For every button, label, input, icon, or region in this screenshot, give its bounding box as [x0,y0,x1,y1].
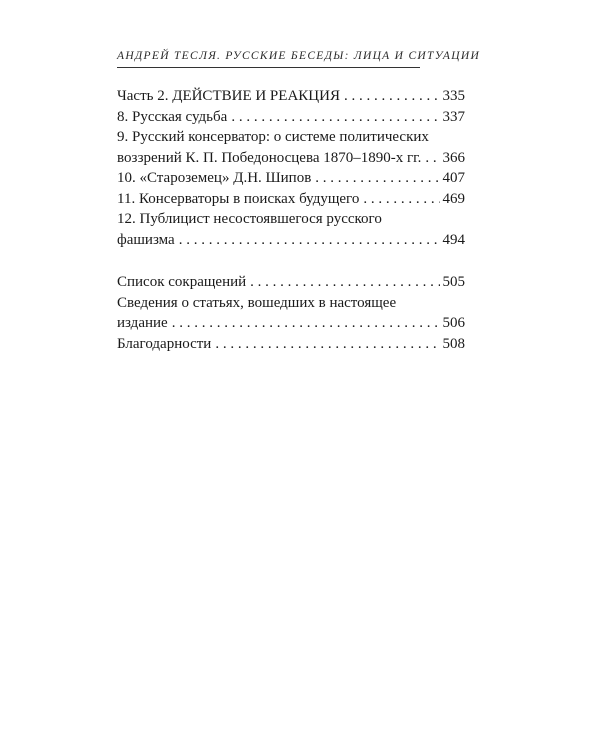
toc-entry-page: 366 [442,149,465,166]
dot-leader [172,313,440,334]
toc-entry-9-line-1: 9. Русский консерватор: о системе политических [117,129,429,145]
dot-leader [179,230,440,251]
toc-entry-acknowledgements [117,334,465,355]
toc-entry-page: 337 [442,108,465,125]
toc-entry-page: 506 [442,315,465,331]
toc-entry-12-line-1: 12. Публицист несостоявшегося русского [117,211,382,227]
dot-leader [250,272,439,293]
toc-entry-page: 469 [442,190,465,207]
toc-entry-page: 407 [442,170,465,186]
toc-entry-abbreviations [117,272,465,293]
dot-leader [363,189,439,210]
toc-entry-8 [117,107,465,128]
toc-entry-page: 505 [442,274,465,290]
table-of-contents [117,86,465,354]
toc-entry-title: Часть 2. ДЕЙСТВИЕ И РЕАКЦИЯ [117,88,340,104]
dot-leader [215,334,439,355]
toc-entry-page: 508 [442,335,465,352]
toc-entry-title: 10. «Староземец» Д.Н. Шипов [117,170,312,186]
toc-entry-title: 11. Консерваторы в поисках будущего [117,190,360,207]
toc-entry-title: воззрений К. П. Победоносцева 1870–1890-х гг. [117,149,422,166]
running-head: АНДРЕЙ ТЕСЛЯ. РУССКИЕ БЕСЕДЫ: ЛИЦА И СИТУАЦИИ [117,50,420,68]
toc-entry-part-2 [117,86,465,107]
toc-entry-title: фашизма [117,231,175,248]
dot-leader [344,86,440,107]
toc-entry-sources-line-1: Сведения о статьях, вошедших в настоящее [117,294,397,311]
toc-entry-11 [117,189,465,210]
dot-leader [425,148,439,169]
toc-entry-10 [117,168,465,189]
toc-entry-title: Благодарности [117,335,212,352]
toc-entry-sources [117,313,465,334]
toc-entry-title: издание [117,315,168,331]
dot-leader [315,168,439,189]
toc-entry-title: Список сокращений [117,274,247,290]
section-gap [117,250,465,272]
toc-entry-9 [117,148,465,169]
toc-entry-page: 335 [442,88,465,104]
toc-entry-12 [117,230,465,251]
toc-entry-title: 8. Русская судьба [117,108,228,125]
dot-leader [231,107,439,128]
toc-entry-page: 494 [442,231,465,248]
